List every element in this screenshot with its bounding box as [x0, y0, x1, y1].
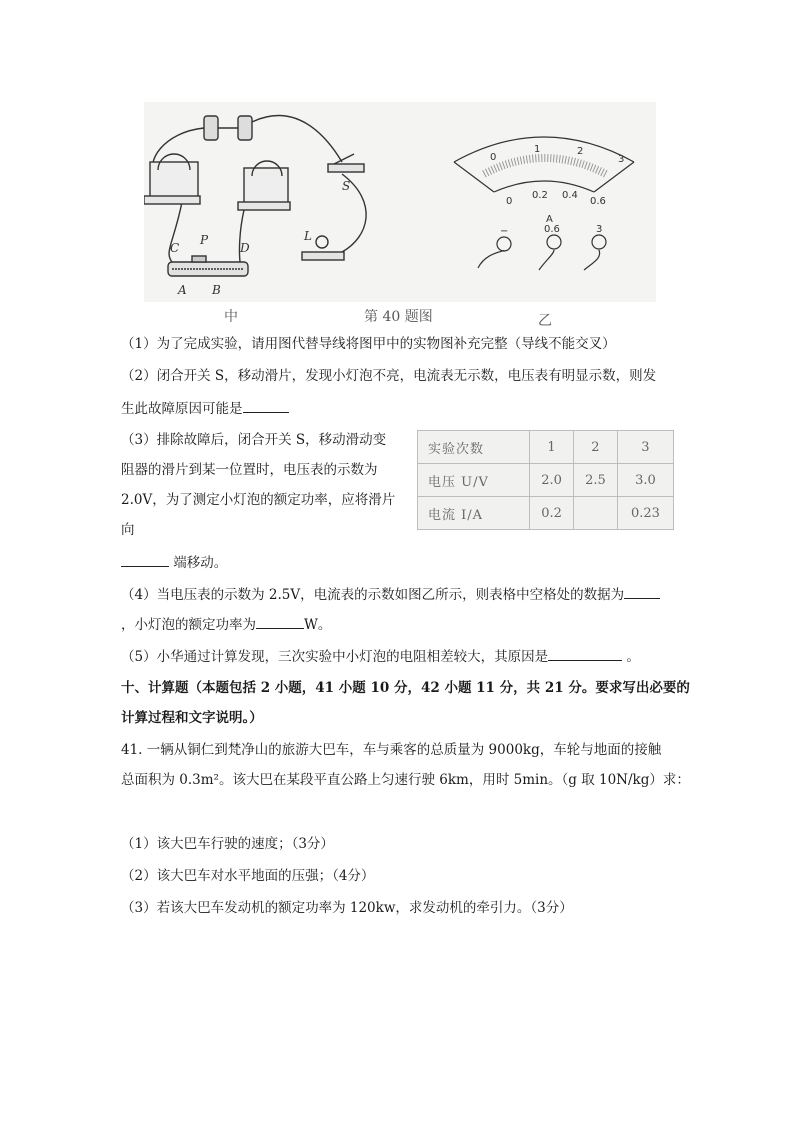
bulb-icon	[316, 236, 328, 248]
terminal-a-label: A	[178, 283, 187, 297]
caption-left: 中	[224, 309, 238, 325]
question-3-line2: 阻器的滑片到某一位置时，电压表的示数为	[121, 462, 378, 478]
question-3-line1: （3）排除故障后，闭合开关 S，移动滑动变	[121, 432, 387, 448]
battery-icon	[204, 116, 218, 140]
battery-icon	[238, 116, 252, 140]
table-header-cell: 3	[617, 431, 673, 464]
unit-label: A	[546, 214, 553, 225]
question-4-text: （4）当电压表的示数为 2.5V，电流表的示数如图乙所示，则表格中空格处的数据为	[121, 587, 625, 603]
question-5	[121, 646, 640, 667]
table-cell: 2.0	[530, 464, 574, 497]
question-5-text: （5）小华通过计算发现，三次实验中小灯泡的电阻相差较大，其原因是	[121, 649, 549, 665]
table-header-cell: 实验次数	[418, 431, 530, 464]
switch-icon	[328, 164, 364, 172]
scale-top-3: 3	[618, 154, 625, 165]
switch-label: S	[342, 179, 351, 193]
answer-blank-4b[interactable]	[256, 614, 304, 629]
table-cell: 0.2	[530, 497, 574, 530]
figure-drawing	[144, 102, 656, 302]
scale-bottom-2: 0.4	[562, 190, 578, 201]
question-41-line1: 41. 一辆从铜仁到梵净山的旅游大巴车，车与乘客的总质量为 9000kg，车轮与地面的接触	[121, 742, 662, 758]
question-2-text: 生此故障原因可能是	[121, 401, 243, 417]
table-row	[418, 497, 674, 530]
question-41-line2: 总面积为 0.3m²。该大巴在某段平直公路上匀速行驶 6km，用时 5min。（g 取 10N/kg）求：	[121, 772, 690, 788]
ammeter-dial	[454, 137, 634, 270]
table-cell: 3.0	[617, 464, 673, 497]
section-title-line1: 十、计算题（本题包括 2 小题，41 小题 10 分，42 小题 11 分，共 21 分。要求写出必要的	[121, 680, 690, 696]
terminal-neg-icon	[497, 237, 511, 251]
question-3-line3: 2.0V，为了测定小灯泡的额定功率，应将滑片	[121, 492, 396, 508]
terminal-3-label: 3	[596, 224, 603, 235]
table-row	[418, 464, 674, 497]
terminal-3-icon	[592, 235, 606, 249]
table-cell: 电流 I/A	[418, 497, 530, 530]
scale-bottom-0: 0	[506, 196, 513, 207]
scale-top-2: 2	[577, 146, 584, 157]
experiment-figure	[144, 102, 656, 302]
question-4-unit: W。	[304, 617, 332, 633]
scale-bottom-3: 0.6	[590, 196, 606, 207]
question-3-end: 端移动。	[169, 555, 228, 571]
terminal-c-label: C	[170, 241, 180, 255]
question-3-line4: 向	[121, 522, 135, 538]
table-cell: 电压 U/V	[418, 464, 530, 497]
question-4-text2: ，小灯泡的额定功率为	[121, 617, 256, 633]
voltmeter-icon	[150, 162, 198, 198]
question-2-line2	[121, 398, 289, 419]
data-table	[417, 430, 674, 530]
table-header-cell: 2	[574, 431, 618, 464]
table-header-cell: 1	[530, 431, 574, 464]
question-2-line1: （2）闭合开关 S，移动滑片，发现小灯泡不亮，电流表无示数，电压表有明显示数，则发	[121, 368, 657, 384]
terminal-neg-label: −	[500, 226, 509, 237]
table-cell-empty[interactable]	[574, 497, 618, 530]
question-4-line1	[121, 584, 660, 605]
answer-blank-5[interactable]	[548, 646, 622, 661]
caption-right: 乙	[538, 313, 552, 329]
question-4-line2	[121, 614, 331, 635]
question-41-sub2: （2）该大巴车对水平地面的压强；（4分）	[121, 868, 375, 884]
question-41-sub3: （3）若该大巴车发动机的额定功率为 120kw，求发动机的牵引力。（3分）	[121, 900, 573, 916]
table-cell: 2.5	[574, 464, 618, 497]
table-header-row	[418, 431, 674, 464]
question-5-end: 。	[622, 649, 640, 665]
slider-p-label: P	[200, 233, 209, 247]
answer-blank-2[interactable]	[243, 398, 289, 413]
terminal-06-label: 0.6	[544, 224, 560, 235]
question-3-line5	[121, 552, 227, 573]
question-1: （1）为了完成实验，请用图代替导线将图甲中的实物图补充完整（导线不能交叉）	[121, 336, 616, 352]
terminal-b-label: B	[212, 283, 221, 297]
terminal-06-icon	[547, 235, 561, 249]
section-title-line2: 计算过程和文字说明。）	[121, 710, 263, 726]
answer-blank-3[interactable]	[121, 552, 169, 567]
caption-center: 第 40 题图	[364, 309, 433, 325]
scale-bottom-1: 0.2	[532, 190, 548, 201]
question-41-sub1: （1）该大巴车行驶的速度；（3分）	[121, 836, 334, 852]
scale-top-0: 0	[490, 152, 497, 163]
table-cell: 0.23	[617, 497, 673, 530]
bulb-label: L	[304, 229, 312, 243]
terminal-d-label: D	[240, 241, 250, 255]
scale-top-1: 1	[534, 144, 541, 155]
answer-blank-4a[interactable]	[624, 584, 660, 599]
